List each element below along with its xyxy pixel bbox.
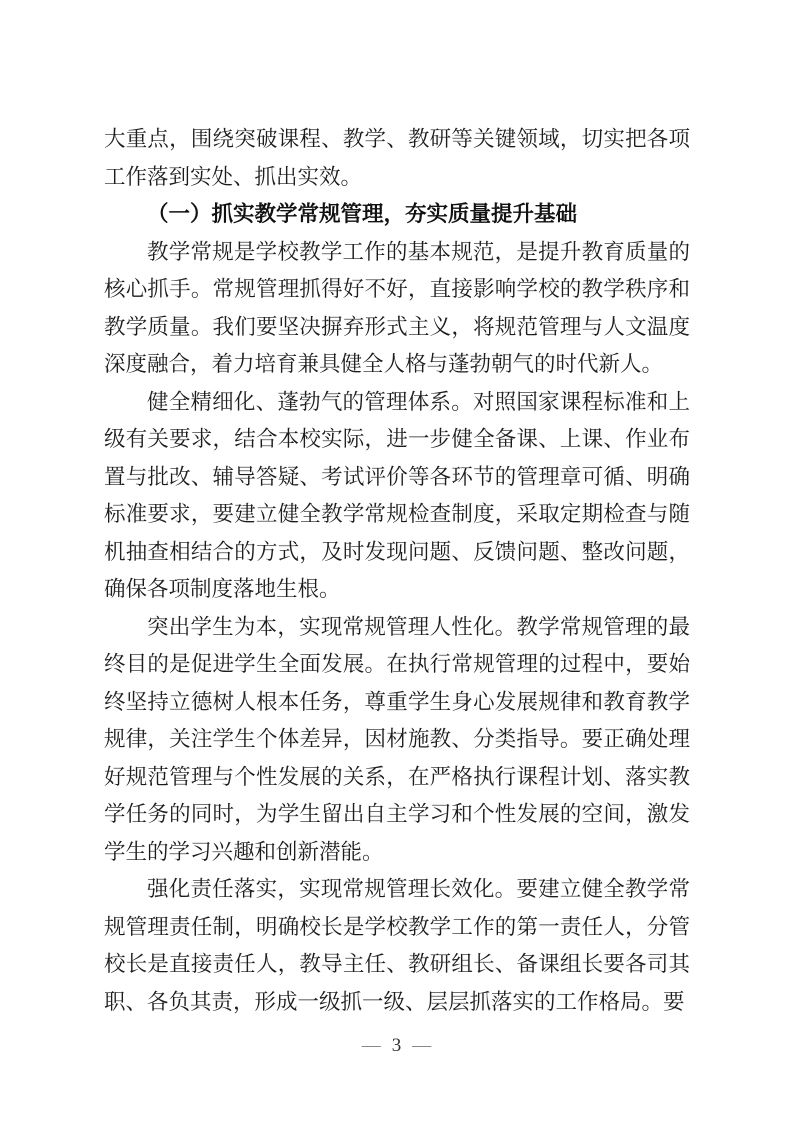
text-line: 规管理责任制，明确校长是学校教学工作的第一责任人，分管: [104, 914, 690, 939]
paragraph: [104, 234, 690, 384]
text-line: 学生的学习兴趣和创新潜能。: [104, 839, 384, 864]
text-line: 大重点，围绕突破课程、教学、教研等关键领域，切实把各项: [104, 127, 690, 151]
text-line: 终目的是促进学生全面发展。在执行常规管理的过程中，要始: [104, 652, 690, 676]
text-line: 机抽查相结合的方式，及时发现问题、反馈问题、整改问题，: [104, 539, 690, 564]
text-line: 强化责任落实，实现常规管理长效化。要建立健全教学常: [147, 877, 690, 901]
text-line: 教学常规是学校教学工作的基本规范，是提升教育质量的: [147, 239, 690, 264]
text-line: 标准要求，要建立健全教学常规检查制度，采取定期检查与随: [104, 502, 690, 526]
text-line: 置与批改、辅导答疑、考试评价等各环节的管理章可循、明确: [104, 464, 690, 489]
text-line: （一）抓实教学常规管理，夯实质量提升基础: [147, 202, 578, 226]
paragraph: [104, 871, 690, 1021]
text-line: 深度融合，着力培育兼具健全人格与蓬勃朝气的时代新人。: [104, 352, 664, 376]
text-line: 学任务的同时，为学生留出自主学习和个性发展的空间，激发: [104, 802, 690, 826]
text-line: 终坚持立德树人根本任务，尊重学生身心发展规律和教育教学: [104, 689, 690, 714]
text-line: 好规范管理与个性发展的关系，在严格执行课程计划、落实教: [104, 764, 690, 789]
text-line: 核心抓手。常规管理抓得好不好，直接影响学校的教学秩序和: [104, 277, 690, 301]
text-line: 职、各负其责，形成一级抓一级、层层抓落实的工作格局。要: [104, 989, 685, 1014]
text-line: 规律，关注学生个体差异，因材施教、分类指导。要正确处理: [104, 727, 690, 751]
page-footer: [0, 1033, 793, 1059]
text-line: 校长是直接责任人，教导主任、教研组长、备课组长要各司其: [104, 952, 690, 976]
text-line: 级有关要求，结合本校实际，进一步健全备课、上课、作业布: [104, 427, 690, 451]
section-heading: [104, 196, 690, 234]
paragraph: [104, 121, 690, 196]
text-line: 教学质量。我们要坚决摒弃形式主义，将规范管理与人文温度: [104, 314, 690, 339]
text-line: 工作落到实处、抓出实效。: [104, 164, 363, 189]
text-line: 确保各项制度落地生根。: [104, 577, 341, 601]
text-line: 健全精细化、蓬勃气的管理体系。对照国家课程标准和上: [147, 389, 690, 414]
footer-right-dash: —: [412, 1035, 432, 1056]
text-line: 突出学生为本，实现常规管理人性化。教学常规管理的最: [147, 614, 690, 639]
paragraph: [104, 384, 690, 609]
page-number: 3: [391, 1035, 402, 1056]
footer-left-dash: —: [361, 1035, 381, 1056]
paragraph: [104, 609, 690, 872]
document-body: [104, 121, 690, 1021]
